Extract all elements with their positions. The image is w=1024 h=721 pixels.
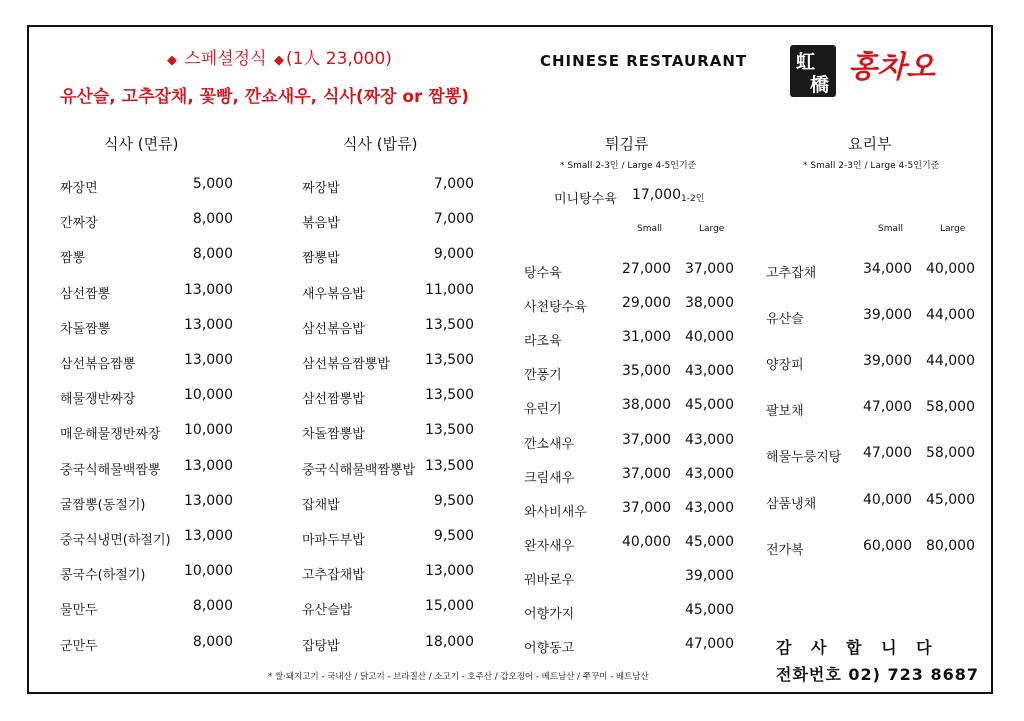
dish-item-large: 44,000: [926, 307, 975, 324]
dish-item-small: 40,000: [863, 491, 912, 508]
rice-item-price: 13,500: [425, 387, 474, 404]
noodles-title: 식사 (면류): [104, 135, 179, 153]
mini-item-serving: 1-2인: [681, 194, 705, 204]
dish-item-small: 60,000: [863, 537, 912, 554]
rice-item-price: 13,000: [425, 563, 474, 580]
dish-item-small: 34,000: [863, 261, 912, 277]
fried-item-large: 38,000: [685, 295, 734, 312]
rice-item-price: 13,500: [425, 422, 474, 439]
rice-item-price: 18,000: [425, 633, 474, 650]
dish-item-name: 삼품냉채: [766, 496, 817, 512]
rice-item-price: 15,000: [425, 598, 474, 615]
rice-item-name: 차돌짬뽕밥: [302, 427, 365, 443]
rice-item-price: 13,500: [425, 457, 474, 474]
dish-item-small: 47,000: [863, 399, 912, 416]
logo-char: 虹: [796, 51, 816, 73]
mini-item-price: 17,000: [632, 187, 681, 203]
noodle-item-name: 물만두: [60, 603, 98, 619]
noodle-item-price: 13,000: [184, 352, 233, 368]
diamond-icon: ◆: [167, 53, 177, 68]
fried-item-large: 43,000: [685, 499, 734, 516]
noodle-item-name: 차돌짬뽕: [60, 321, 111, 337]
noodle-item-price: 13,000: [184, 457, 233, 474]
noodle-item-name: 중국식냉면(하절기): [60, 533, 171, 548]
dish-item-large: 40,000: [926, 261, 975, 277]
logo-char: 橋: [810, 74, 830, 96]
phone-number: 전화번호 02) 723 8687: [776, 665, 980, 684]
fried-item-large: 40,000: [685, 329, 734, 346]
dishes-small-label: Small: [878, 224, 903, 234]
fried-item-small: 31,000: [622, 329, 671, 346]
promo-title-line: [165, 44, 392, 69]
noodle-item-name: 해물쟁반짜장: [60, 392, 136, 408]
dish-item-large: 80,000: [926, 537, 975, 554]
fried-item-name: 깐소새우: [524, 436, 575, 452]
fried-item-name: 완자새우: [524, 538, 575, 554]
promo-title: 스페셜정식: [184, 49, 267, 69]
fried-item-small: 37,000: [622, 465, 671, 482]
rice-title: 식사 (밥류): [343, 135, 418, 153]
fried-item-name: 사천탕수육: [524, 300, 587, 316]
rice-item-name: 삼선볶음짬뽕밥: [302, 357, 390, 372]
rice-item-name: 삼선짬뽕밥: [302, 392, 365, 408]
logo-name: 홍차오: [848, 50, 935, 85]
noodle-item-price: 13,000: [184, 528, 233, 544]
dish-item-name: 유산슬: [766, 312, 804, 328]
noodle-item-name: 콩국수(하절기): [60, 568, 146, 584]
noodle-item-price: 10,000: [184, 387, 233, 404]
noodle-item-name: 간짜장: [60, 216, 98, 232]
rice-item-price: 13,500: [425, 352, 474, 368]
fried-small-label: Small: [637, 224, 662, 234]
rice-item-name: 볶음밥: [302, 216, 340, 232]
fried-note: * Small 2-3인 / Large 4-5인기준: [560, 161, 697, 171]
rice-item-name: 짬뽕밥: [302, 251, 340, 267]
dish-item-small: 39,000: [863, 307, 912, 324]
noodle-item-name: 굴짬뽕(동절기): [60, 497, 146, 513]
fried-item-large: 43,000: [685, 465, 734, 482]
noodle-item-name: 짜장면: [60, 181, 98, 196]
fried-item-small: 38,000: [622, 397, 671, 414]
dish-item-name: 양장피: [766, 358, 804, 374]
noodle-item-name: 삼선볶음짬뽕: [60, 357, 136, 372]
fried-item-name: 깐풍기: [524, 368, 562, 384]
fried-item-large: 43,000: [685, 363, 734, 380]
fried-item-name: 와사비새우: [524, 504, 587, 520]
rice-item-name: 중국식해물백짬뽕밥: [302, 462, 416, 478]
rice-item-name: 고추잡채밥: [302, 568, 365, 584]
rice-item-name: 잡채밥: [302, 497, 340, 513]
dish-item-large: 58,000: [926, 445, 975, 462]
fried-item-small: 40,000: [622, 533, 671, 550]
origin-footer: * 쌀·돼지고기 - 국내산 / 닭고기 - 브라질산 / 소고기 - 호주산 / 갑오징어 - 베트남산 / 쭈꾸미 - 베트남산: [268, 672, 649, 682]
fried-item-large: 45,000: [685, 397, 734, 414]
fried-item-name: 크림새우: [524, 470, 575, 486]
rice-item-price: 11,000: [425, 281, 474, 298]
rice-item-name: 새우볶음밥: [302, 286, 365, 302]
dishes-title: 요리부: [848, 135, 892, 153]
fried-title: 튀김류: [605, 135, 649, 153]
rice-item-name: 유산슬밥: [302, 603, 353, 619]
logo-seal: [790, 45, 836, 97]
fried-item-small: 35,000: [622, 363, 671, 380]
rice-item-name: 삼선볶음밥: [302, 321, 365, 337]
noodle-item-name: 매운해물쟁반짜장: [60, 427, 161, 443]
fried-item-small: 37,000: [622, 499, 671, 516]
noodle-item-price: 8,000: [192, 246, 233, 263]
promo-items: 유산슬, 고추잡채, 꽃빵, 깐쇼새우, 식사(짜장 or 짬뽕): [60, 87, 469, 107]
dish-item-name: 전가복: [766, 542, 804, 558]
fried-item-large: 45,000: [685, 533, 734, 550]
fried-item-name: 어향가지: [524, 607, 575, 622]
dish-item-small: 39,000: [863, 353, 912, 370]
rice-item-price: 7,000: [433, 211, 474, 228]
restaurant-label: CHINESE RESTAURANT: [540, 52, 748, 70]
noodle-item-price: 10,000: [184, 422, 233, 439]
menu-frame: [27, 25, 993, 694]
dish-item-name: 해물누룽지탕: [766, 450, 842, 466]
noodle-item-name: 군만두: [60, 638, 98, 654]
fried-item-small: 29,000: [622, 295, 671, 312]
thanks-message: 감 사 합 니 다: [776, 638, 934, 657]
rice-item-price: 9,000: [433, 246, 474, 263]
fried-item-name: 탕수육: [524, 266, 562, 281]
dish-item-name: 팔보채: [766, 404, 804, 420]
fried-item-large: 43,000: [685, 431, 734, 448]
diamond-icon: ◆: [273, 53, 284, 68]
noodle-item-name: 짬뽕: [60, 251, 86, 267]
noodle-item-name: 삼선짬뽕: [60, 286, 111, 302]
dishes-note: * Small 2-3인 / Large 4-5인기준: [803, 161, 940, 171]
fried-item-name: 라조육: [524, 334, 562, 350]
fried-item-large: 45,000: [685, 602, 734, 618]
noodle-item-price: 13,000: [184, 316, 233, 333]
noodle-item-price: 5,000: [192, 176, 233, 192]
fried-item-name: 유린기: [524, 402, 562, 418]
fried-item-small: 37,000: [622, 431, 671, 448]
promo-price: (1人 23,000): [285, 49, 392, 69]
noodle-item-name: 중국식해물백짬뽕: [60, 462, 161, 478]
dish-item-large: 58,000: [926, 399, 975, 416]
rice-item-name: 마파두부밥: [302, 533, 365, 548]
rice-item-price: 13,500: [425, 316, 474, 333]
noodle-item-price: 8,000: [192, 211, 233, 228]
dish-item-small: 47,000: [863, 445, 912, 462]
fried-item-small: 27,000: [622, 261, 671, 277]
fried-item-name: 어향동고: [524, 641, 575, 657]
rice-item-price: 9,500: [433, 528, 474, 544]
fried-large-label: Large: [699, 224, 725, 234]
mini-item-name: 미니탕수육: [554, 192, 617, 207]
rice-item-price: 9,500: [433, 492, 474, 509]
fried-item-large: 37,000: [685, 261, 734, 277]
noodle-item-price: 13,000: [184, 492, 233, 509]
noodle-item-price: 10,000: [184, 563, 233, 580]
noodle-item-price: 8,000: [192, 633, 233, 650]
dish-item-large: 45,000: [926, 491, 975, 508]
fried-item-large: 47,000: [685, 636, 734, 653]
rice-item-price: 7,000: [433, 176, 474, 192]
fried-item-large: 39,000: [685, 567, 734, 584]
dish-item-large: 44,000: [926, 353, 975, 370]
dishes-large-label: Large: [940, 224, 966, 234]
rice-item-name: 잡탕밥: [302, 638, 340, 654]
rice-item-name: 짜장밥: [302, 181, 340, 196]
fried-item-name: 꿔바로우: [524, 572, 575, 588]
noodle-item-price: 8,000: [192, 598, 233, 615]
noodle-item-price: 13,000: [184, 281, 233, 298]
dish-item-name: 고추잡채: [766, 266, 817, 281]
